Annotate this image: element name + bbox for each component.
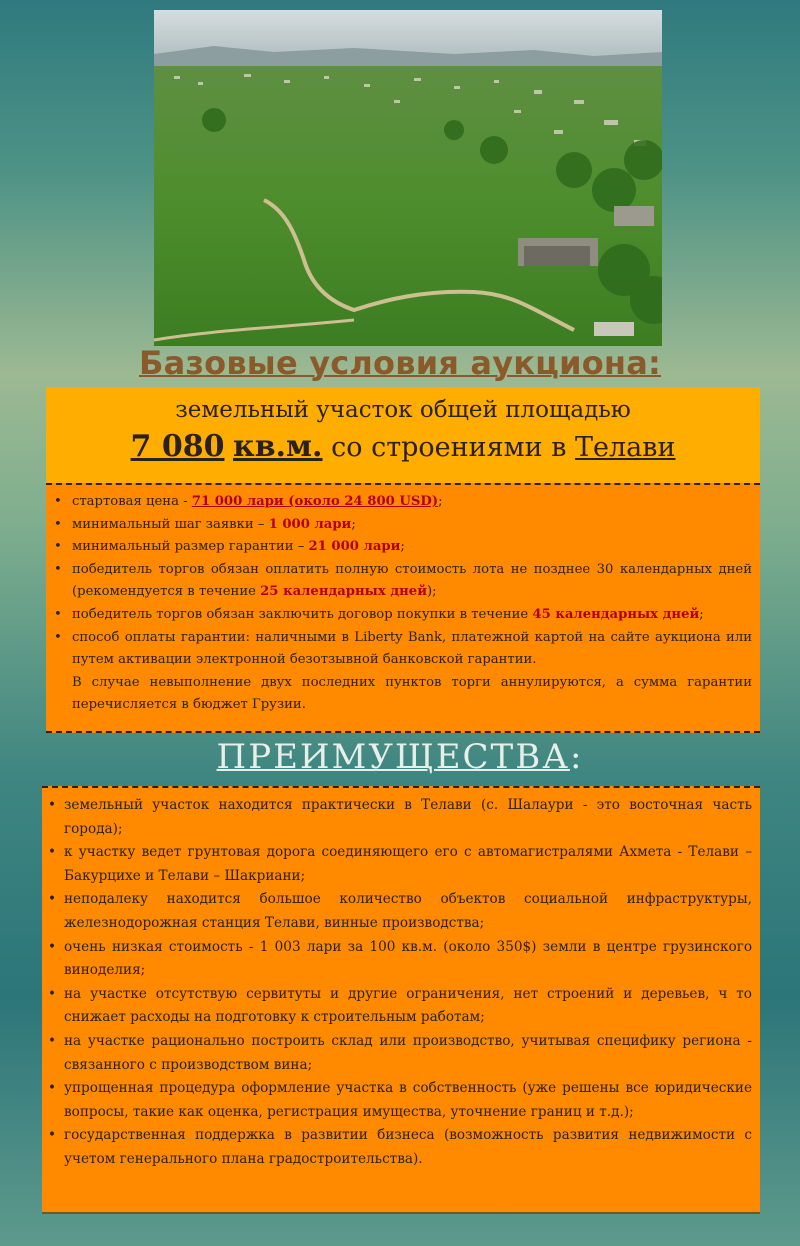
bullet-icon: • <box>48 891 57 908</box>
advantage-item <box>48 1030 752 1077</box>
bullet-icon: • <box>54 494 62 509</box>
condition-suffix: ); <box>426 584 437 600</box>
condition-suffix: ; <box>351 516 356 532</box>
advantage-text: очень низкая стоимость - 1 003 лари за 100 кв.м. (около 350$) земли в центре грузинского виноделия; <box>64 938 752 979</box>
advantages-title-text: ПРЕИМУЩЕСТВА <box>216 737 570 777</box>
condition-highlight: 25 календарных дней <box>260 584 427 600</box>
conditions-box <box>46 483 760 733</box>
conditions-list <box>54 491 752 672</box>
bullet-icon: • <box>54 606 62 622</box>
landscape-illustration <box>154 10 662 346</box>
advantage-item <box>48 888 752 935</box>
lot-city: Телави <box>575 432 676 463</box>
advantage-item <box>48 1077 752 1124</box>
condition-suffix: ; <box>438 494 443 509</box>
condition-item <box>54 604 752 627</box>
land-photo <box>154 10 662 346</box>
condition-highlight: 21 000 лари <box>308 539 401 555</box>
condition-text: победитель торгов обязан заключить договор покупки в течение <box>72 606 533 622</box>
condition-text: способ оплаты гарантии: наличными в Liberty Bank, платежной картой на сайте аукциона или путем активации электронной безотзывной банковской гарантии. <box>72 629 752 668</box>
advantage-item <box>48 983 752 1030</box>
advantage-text: государственная поддержка в развитии бизнеса (возможность развития недвижимости с учетом генерального плана градостроительства). <box>64 1127 752 1167</box>
advantage-text: упрощенная процедура оформление участка в собственность (уже решены все юридические вопросы, такие как оценка, регистрация имущества, уточнение границ и т.д.); <box>64 1080 752 1120</box>
advantage-text: на участке рационально построить склад или производство, учитывая специфику региона - связанного с производством вина; <box>64 1032 752 1073</box>
condition-item <box>54 536 752 559</box>
advantage-text: земельный участок находится практически в Телави (с. Шалаури - это восточная часть города); <box>64 797 752 837</box>
bullet-icon: • <box>48 797 57 813</box>
auction-title: Базовые условия аукциона: <box>139 344 661 382</box>
advantage-text: неподалеку находится большое количество объектов социальной инфраструктуры, железнодорожная станция Телави, винные производства; <box>64 891 752 931</box>
advantage-item <box>48 841 752 888</box>
condition-suffix: ; <box>400 539 405 555</box>
condition-item <box>54 627 752 672</box>
advantage-text: на участке отсутствую сервитуты и другие ограничения, нет строений и деревьев, ч то снижает расходы на подготовку к строительным работам; <box>64 985 752 1026</box>
advantage-item <box>48 794 752 841</box>
lot-description: земельный участок общей площадью <box>175 397 631 423</box>
condition-text: минимальный шаг заявки – <box>72 516 269 532</box>
lot-area-line <box>46 429 760 464</box>
bullet-icon: • <box>48 844 57 861</box>
advantages-box <box>42 786 760 1214</box>
condition-text: минимальный размер гарантии – <box>72 539 309 555</box>
advantage-text: к участку ведет грунтовая дорога соединяющего его с автомагистралями Ахмета - Телави – Бакурцихе и Телави – Шакриани; <box>64 844 752 884</box>
bullet-icon: • <box>48 1080 57 1097</box>
lot-area-value: 7 080 <box>130 429 225 464</box>
lot-area-unit: кв.м. <box>233 429 323 464</box>
condition-text: победитель торгов обязан оплатить полную стоимость лота не позднее 30 календарных дней (рекомендуется в течение <box>72 561 752 600</box>
bullet-icon: • <box>54 561 62 577</box>
condition-item <box>54 514 752 537</box>
bullet-icon: • <box>54 516 62 532</box>
lot-area-mid-text: со строениями в <box>331 432 567 463</box>
condition-highlight: 1 000 лари <box>268 516 352 532</box>
conditions-note: В случае невыполнение двух последних пунктов торги аннулируются, а сумма гарантии перечисляется в бюджет Грузии. <box>72 674 752 713</box>
advantages-list <box>48 794 752 1172</box>
bullet-icon: • <box>48 938 57 955</box>
condition-highlight: 71 000 лари (около 24 800 USD) <box>191 494 439 509</box>
advantages-title-colon: : <box>569 737 584 777</box>
condition-highlight: 45 календарных дней <box>532 606 700 622</box>
bullet-icon: • <box>54 539 62 555</box>
bullet-icon: • <box>48 985 57 1002</box>
bullet-icon: • <box>48 1032 57 1049</box>
condition-item <box>54 491 752 514</box>
bullet-icon: • <box>48 1127 57 1144</box>
condition-item <box>54 559 752 604</box>
condition-suffix: ; <box>699 606 704 622</box>
advantages-title <box>0 737 800 777</box>
lot-summary-box <box>46 387 760 483</box>
advantage-item <box>48 936 752 983</box>
advantage-item <box>48 1124 752 1171</box>
condition-text: стартовая цена - <box>72 494 192 509</box>
bullet-icon: • <box>54 629 62 645</box>
